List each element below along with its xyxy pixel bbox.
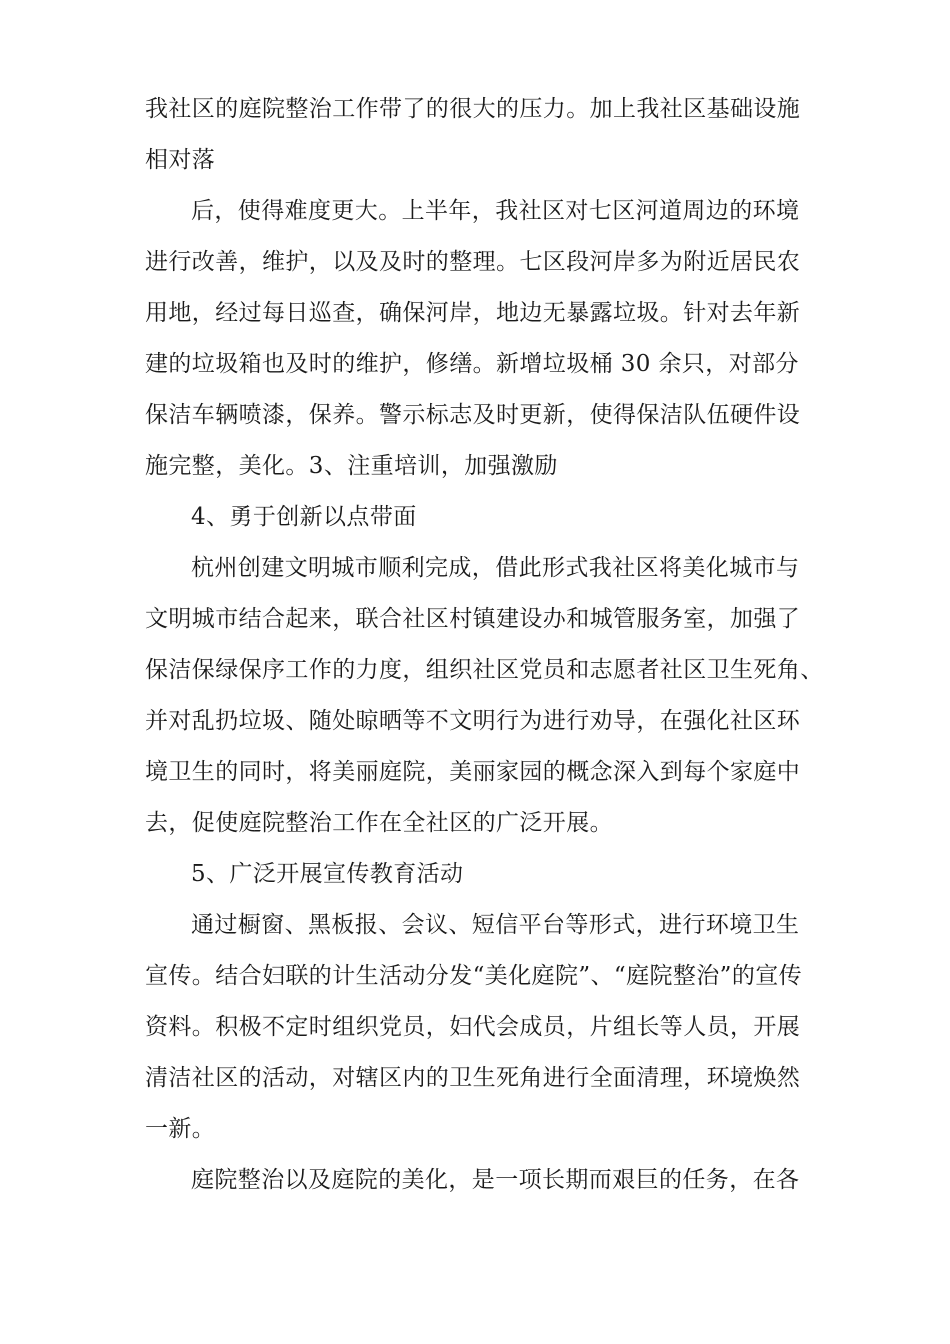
text-line: 庭院整治以及庭院的美化，是一项长期而艰巨的任务，在各	[191, 1167, 800, 1193]
text-line: 保洁车辆喷漆，保养。警示标志及时更新，使得保洁队伍硬件设	[145, 402, 801, 428]
document-page	[145, 84, 835, 1206]
text-line: 并对乱扔垃圾、随处晾晒等不文明行为进行劝导，在强化社区环	[145, 708, 801, 734]
section-heading: 5、广泛开展宣传教育活动	[191, 861, 464, 887]
paragraph-7	[145, 1155, 835, 1206]
paragraph-6	[145, 900, 835, 1155]
paragraph-5-heading	[145, 849, 835, 900]
paragraph-2	[145, 186, 835, 492]
text-line: 资料。积极不定时组织党员，妇代会成员，片组长等人员，开展	[145, 1014, 801, 1040]
text-line: 杭州创建文明城市顺利完成，借此形式我社区将美化城市与	[191, 555, 800, 581]
text-line: 用地，经过每日巡查，确保河岸，地边无暴露垃圾。针对去年新	[145, 300, 801, 326]
section-heading: 4、勇于创新以点带面	[191, 504, 417, 530]
text-line: 文明城市结合起来，联合社区村镇建设办和城管服务室，加强了	[145, 606, 801, 632]
text-line: 后，使得难度更大。上半年，我社区对七区河道周边的环境	[191, 198, 800, 224]
text-line: 通过橱窗、黑板报、会议、短信平台等形式，进行环境卫生	[191, 912, 800, 938]
paragraph-1	[145, 84, 835, 186]
text-line: 境卫生的同时，将美丽庭院，美丽家园的概念深入到每个家庭中	[145, 759, 801, 785]
text-line: 宣传。结合妇联的计生活动分发“美化庭院”、“庭院整治”的宣传	[145, 963, 803, 989]
text-line: 建的垃圾箱也及时的维护，修缮。新增垃圾桶 30 余只，对部分	[145, 351, 799, 377]
text-line: 保洁保绿保序工作的力度，组织社区党员和志愿者社区卫生死角、	[145, 657, 824, 683]
text-line: 一新。	[145, 1116, 216, 1142]
paragraph-3-heading	[145, 492, 835, 543]
text-line: 施完整，美化。3、注重培训，加强激励	[145, 453, 558, 479]
text-line: 进行改善，维护，以及及时的整理。七区段河岸多为附近居民农	[145, 249, 801, 275]
text-line: 我社区的庭院整治工作带了的很大的压力。加上我社区基础设施	[145, 96, 801, 122]
text-line: 清洁社区的活动，对辖区内的卫生死角进行全面清理，环境焕然	[145, 1065, 801, 1091]
text-line: 去，促使庭院整治工作在全社区的广泛开展。	[145, 810, 613, 836]
paragraph-4	[145, 543, 835, 849]
text-line: 相对落	[145, 147, 216, 173]
